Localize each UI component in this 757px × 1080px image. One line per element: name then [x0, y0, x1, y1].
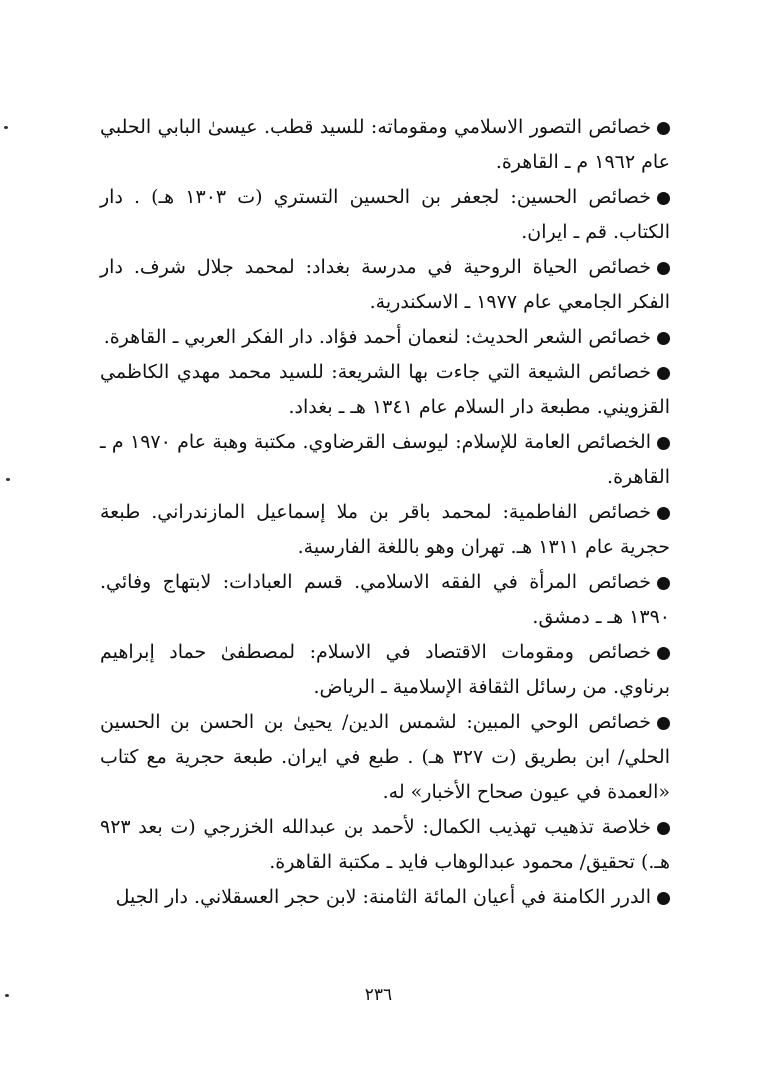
scan-speck — [6, 478, 10, 481]
bibliography-entry: خصائص ومقومات الاقتصاد في الاسلام: لمصطفىٰ حماد إبراهيم برناوي. من رسائل الثقافة الإسلامية ـ الرياض. — [100, 641, 670, 698]
bullet-icon — [657, 192, 670, 205]
bibliography-entry: خصائص الشيعة التي جاءت بها الشريعة: للسيد محمد مهدي الكاظمي القزويني. مطبعة دار السلام عام ١٣٤١ هـ ـ بغداد. — [100, 361, 670, 418]
bibliography-entry: خلاصة تذهيب تهذيب الكمال: لأحمد بن عبدالله الخزرجي (ت بعد ٩٢٣ هـ.) تحقيق/ محمود عبدالوهاب فايد ـ مكتبة القاهرة. — [100, 816, 670, 873]
bullet-icon — [657, 122, 670, 135]
bibliography-page — [100, 110, 670, 915]
bullet-icon — [657, 892, 670, 905]
bibliography-entry: خصائص المرأة في الفقه الاسلامي. قسم العبادات: لابتهاج وفائي. ١٣٩٠ هـ ـ دمشق. — [100, 571, 670, 628]
bullet-icon — [657, 577, 670, 590]
bullet-icon — [657, 332, 670, 345]
bibliography-entry: خصائص الفاطمية: لمحمد باقر بن ملا إسماعيل المازندراني. طبعة حجرية عام ١٣١١ هـ. تهران وهو باللغة الفارسية. — [100, 501, 670, 558]
bibliography-entry: الخصائص العامة للإسلام: ليوسف القرضاوي. مكتبة وهبة عام ١٩٧٠ م ـ القاهرة. — [100, 431, 670, 488]
bullet-icon — [657, 717, 670, 730]
bullet-icon — [657, 367, 670, 380]
scan-speck — [5, 994, 9, 997]
scan-speck — [4, 126, 8, 129]
bibliography-entry: خصائص الوحي المبين: لشمس الدين/ يحيىٰ بن الحسن بن الحسين الحلي/ ابن بطريق (ت ٣٢٧ هـ) . طبع في ايران. طبعة حجرية مع كتاب «العمدة في عيون صحاح الأخبار» له. — [100, 711, 670, 803]
bibliography-entry: خصائص الحسين: لجعفر بن الحسين التستري (ت ١٣٠٣ هـ) . دار الكتاب. قم ـ ايران. — [100, 186, 670, 243]
page-number: ٢٣٦ — [364, 985, 393, 1005]
bullet-icon — [657, 507, 670, 520]
bullet-icon — [657, 262, 670, 275]
bibliography-entry: الدرر الكامنة في أعيان المائة الثامنة: لابن حجر العسقلاني. دار الجيل — [100, 880, 670, 915]
bullet-icon — [657, 647, 670, 660]
bibliography-entry: خصائص الحياة الروحية في مدرسة بغداد: لمحمد جلال شرف. دار الفكر الجامعي عام ١٩٧٧ ـ الاسكندرية. — [100, 256, 670, 313]
bibliography-entry: خصائص الشعر الحديث: لنعمان أحمد فؤاد. دار الفكر العربي ـ القاهرة. — [100, 320, 670, 355]
bullet-icon — [657, 822, 670, 835]
bibliography-entry: خصائص التصور الاسلامي ومقوماته: للسيد قطب. عيسىٰ البابي الحلبي عام ١٩٦٢ م ـ القاهرة. — [100, 116, 670, 173]
bullet-icon — [657, 437, 670, 450]
